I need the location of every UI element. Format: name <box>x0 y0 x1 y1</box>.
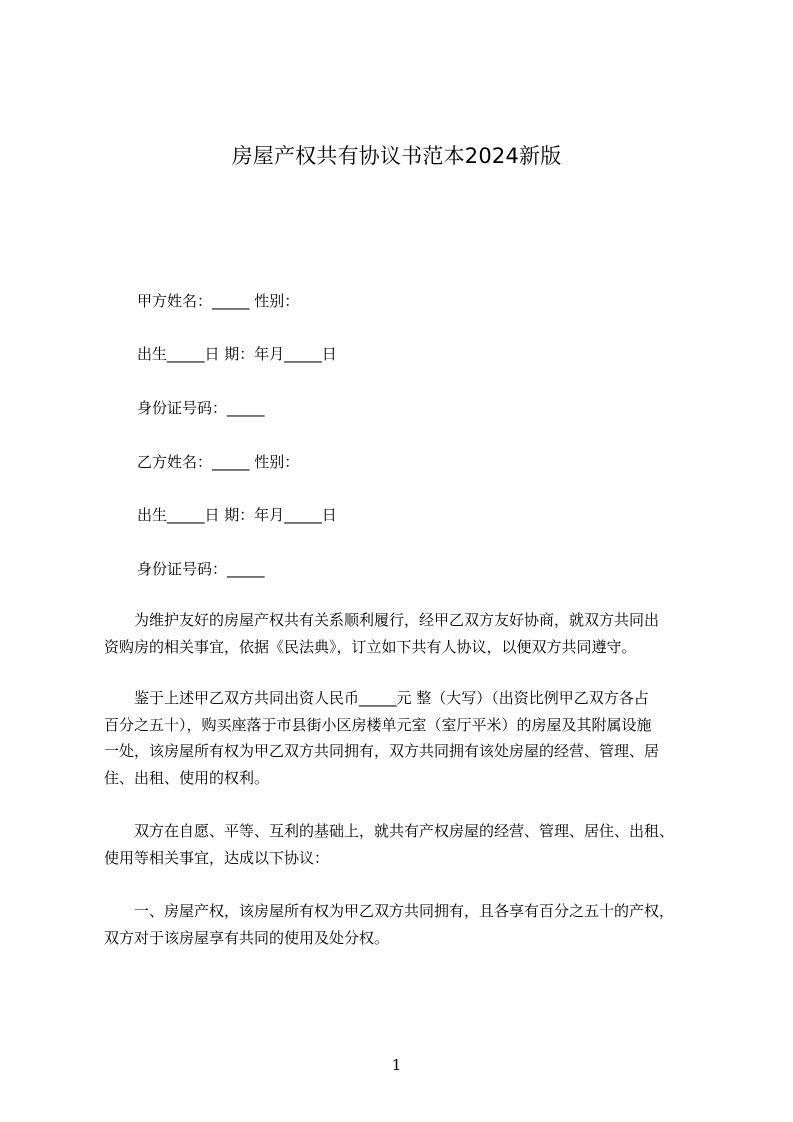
party-b-birth-date: 出生_____日 期：年月_____日 <box>137 506 337 524</box>
paragraph-line: 鉴于上述甲乙双方共同出资人民币_____元 整（大写）（出资比例甲乙双方各占 <box>104 689 649 707</box>
paragraph-line: 资购房的相关事宜，依据《民法典》，订立如下共有人协议，以便双方共同遵守。 <box>104 637 637 656</box>
party-a-name-gender: 甲方姓名：_____ 性别： <box>137 292 300 310</box>
paragraph-line: 使用等相关事宜，达成以下协议： <box>104 848 330 867</box>
paragraph-preamble <box>104 607 704 660</box>
paragraph-line: 双方对于该房屋享有共同的使用及处分权。 <box>104 928 390 947</box>
party-a-birth-date: 出生_____日 期：年月_____日 <box>137 345 337 363</box>
paragraph-agreement-basis <box>104 818 704 871</box>
document-title: 房屋产权共有协议书范本2024新版 <box>231 144 562 168</box>
paragraph-clause-1 <box>104 898 704 951</box>
paragraph-line: 百分之五十），购买座落于市县街小区房楼单元室（室厅平米）的房屋及其附属设施 <box>104 715 652 734</box>
paragraph-line: 一、房屋产权，该房屋所有权为甲乙双方共同拥有，且各享有百分之五十的产权， <box>104 902 675 920</box>
paragraph-line: 双方在自愿、平等、互利的基础上，就共有产权房屋的经营、管理、居住、出租、 <box>104 822 675 840</box>
paragraph-line: 住、出租、使用的权利。 <box>104 768 270 787</box>
page-number: 1 <box>391 1056 402 1074</box>
party-a-id-number: 身份证号码：_____ <box>137 399 265 417</box>
paragraph-line: 一处，该房屋所有权为甲乙双方共同拥有，双方共同拥有该处房屋的经营、管理、居 <box>104 742 660 760</box>
paragraph-funding <box>104 685 704 791</box>
party-b-id-number: 身份证号码：_____ <box>137 560 265 578</box>
paragraph-line: 为维护友好的房屋产权共有关系顺利履行，经甲乙双方友好协商，就双方共同出 <box>104 611 660 629</box>
party-b-name-gender: 乙方姓名：_____ 性别： <box>137 453 300 471</box>
